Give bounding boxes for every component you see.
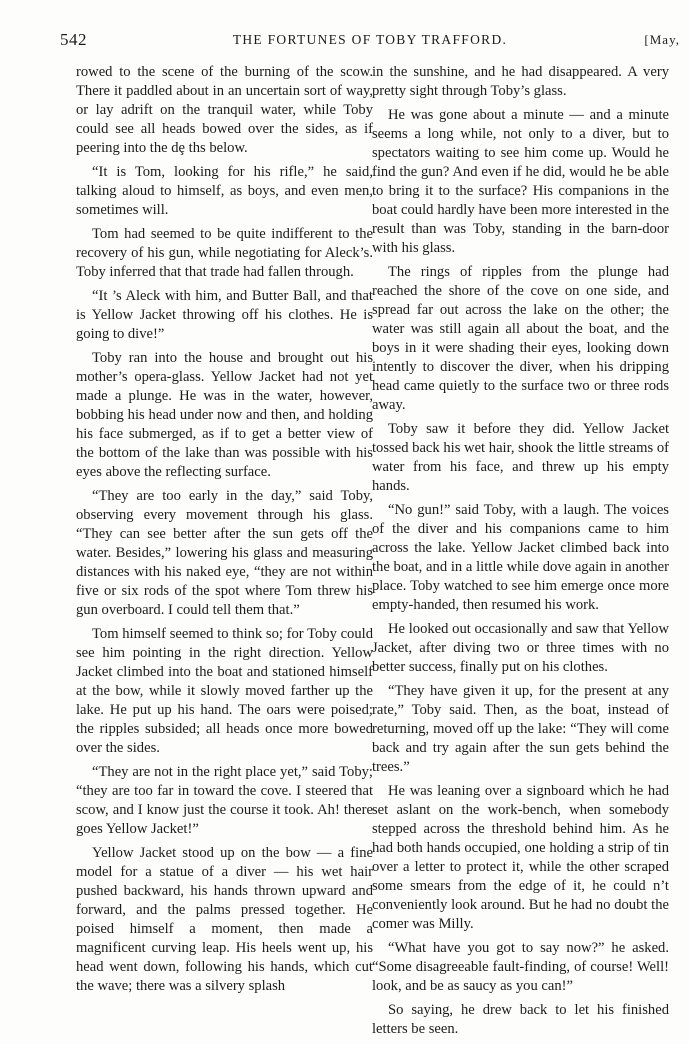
paragraph: Tom himself seemed to think so; for Toby could see him pointing in the right direction. Yellow Jacket climbed into the boat and stationed himself at the bow, while it slowly moved farther up the lake. He put up his hand. The oars were poised; the ripples subsided; all heads once more bowed over the sides.: [76, 626, 373, 756]
page-number: 542: [60, 30, 87, 49]
issue-month: [May,: [644, 32, 680, 47]
paragraph: Toby saw it before they did. Yellow Jacket tossed back his wet hair, shook the little streams of water from his face, and threw up his empty hands.: [372, 421, 669, 494]
paragraph: rowed to the scene of the burning of the scow. There it paddled about in an uncertain sort of way, or lay adrift on the tranquil water, while Toby could see all heads bowed over the sides, as if peering into the dȩ ths below.: [76, 64, 373, 156]
paragraph: Yellow Jacket stood up on the bow — a fine model for a statue of a diver — his wet hair pushed backward, his hands thrown upward and forward, and the palms pressed together. He poised himself a moment, then made a magnificent curving leap. His heels went up, his head went down, following his hands, which cut the wave; there was a silvery splash: [76, 845, 373, 994]
paragraph: “They have given it up, for the present at any rate,” Toby said. Then, as the boat, instead of returning, moved off up the lake: “They will come back and try again after the sun gets behind the trees.”: [372, 683, 669, 775]
paragraph: “They are not in the right place yet,” said Toby; “they are too far in toward the cove. I steered that scow, and I know just the course it took. Ah! there goes Yellow Jacket!”: [76, 764, 373, 837]
page-header: [60, 30, 680, 52]
right-column: [372, 63, 669, 1044]
paragraph: He looked out occasionally and saw that Yellow Jacket, after diving two or three times with no better success, finally put on his clothes.: [372, 621, 669, 675]
paragraph: He was gone about a minute — and a minute seems a long while, not only to a diver, but to spectators waiting to see him come up. Would he find the gun? And even if he did, would he be able to bring it to the surface? His companions in the boat could hardly have been more interested in the result than was Toby, standing in the barn-door with his glass.: [372, 107, 669, 256]
paragraph: Tom had seemed to be quite indifferent to the recovery of his gun, while negotiating for Aleck’s. Toby inferred that that trade had fallen through.: [76, 226, 373, 280]
paragraph: “What have you got to say now?” he asked. “Some disagreeable fault-finding, of course! Well! look, and be as saucy as you can!”: [372, 940, 669, 994]
paragraph: He was leaning over a signboard which he had set aslant on the work-bench, when somebody stepped across the threshold behind him. As he had both hands occupied, one holding a strip of tin over a letter to protect it, while the other scraped some smears from the edge of it, he could n’t conveniently look around. But he had no doubt the comer was Milly.: [372, 783, 669, 932]
paragraph: So saying, he drew back to let his finished letters be seen.: [372, 1002, 669, 1037]
paragraph: “It is Tom, looking for his rifle,” he said, talking aloud to himself, as boys, and even men, sometimes will.: [76, 164, 373, 218]
paragraph: The rings of ripples from the plunge had reached the shore of the cove on one side, and spread far out across the lake on the other; the water was still again all about the boat, and the boys in it were shading their eyes, looking down intently to discover the diver, when his dripping head came quietly to the surface two or three rods away.: [372, 264, 669, 413]
paragraph: “It ’s Aleck with him, and Butter Ball, and that is Yellow Jacket throwing off his clothes. He is going to dive!”: [76, 288, 373, 342]
paragraph: Toby ran into the house and brought out his mother’s opera-glass. Yellow Jacket had not yet made a plunge. He was in the water, however, bobbing his head under now and then, and holding his face submerged, as if to get a better view of the bottom of the lake than was possible with his eyes above the reflecting surface.: [76, 350, 373, 480]
paragraph: “No gun!” said Toby, with a laugh. The voices of the diver and his companions came to him across the lake. Yellow Jacket climbed back into the boat, and in a little while dove again in another place. Toby watched to see him emerge once more empty-handed, then resumed his work.: [372, 502, 669, 613]
running-title: THE FORTUNES OF TOBY TRAFFORD.: [232, 32, 508, 47]
paragraph: “They are too early in the day,” said Toby, observing every movement through his glass. “They can see better after the sun gets off the water. Besides,” lowering his glass and measuring distances with his naked eye, “they are not within five or six rods of the spot where Tom threw his gun overboard. I could tell them that.”: [76, 488, 373, 618]
left-column: [76, 63, 373, 1001]
paragraph: in the sunshine, and he had disappeared. A very pretty sight through Toby’s glass.: [372, 64, 669, 99]
